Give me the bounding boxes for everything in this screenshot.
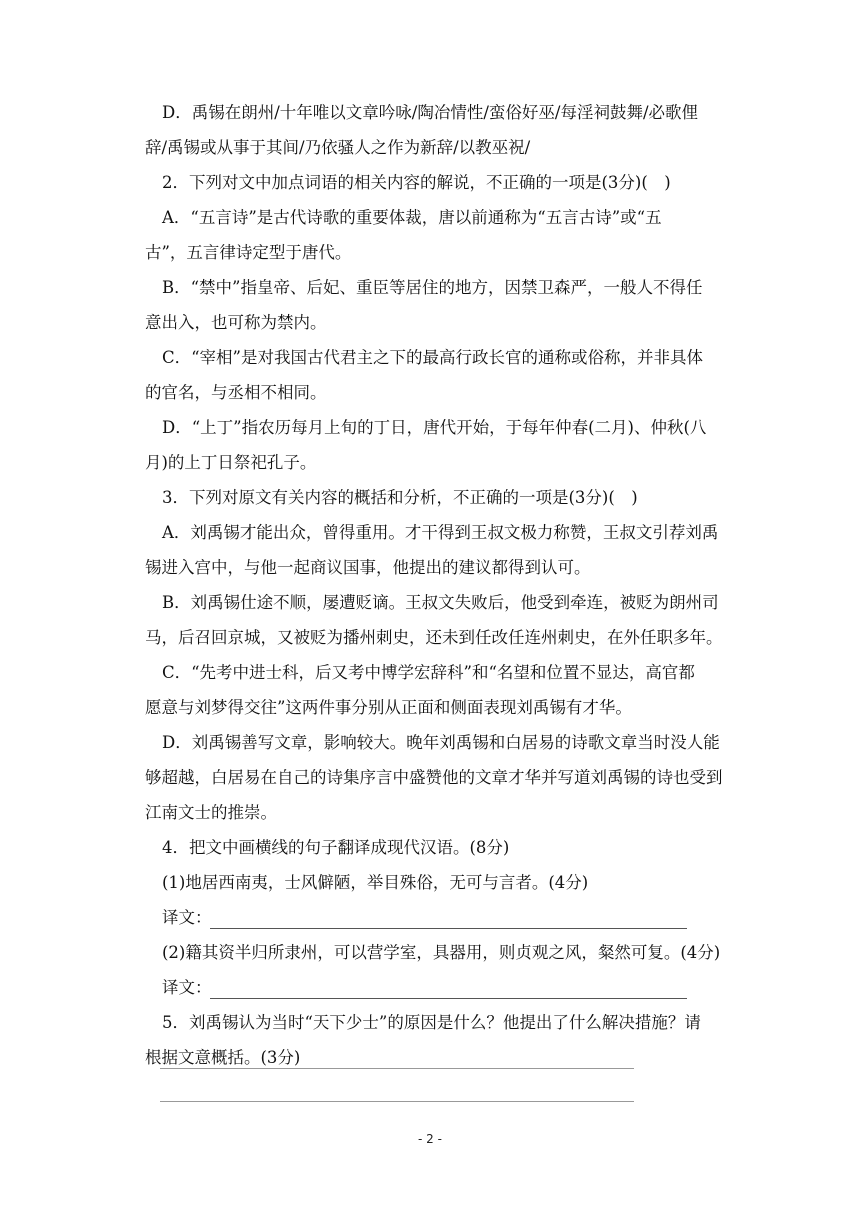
q3-option-d-line2: 够超越，白居易在自己的诗集序言中盛赞他的文章才华并写道刘禹锡的诗也受到	[145, 768, 723, 787]
q2-option-c-line2: 的官名，与丞相不相同。	[145, 383, 327, 402]
q3-option-a-line1: A．刘禹锡才能出众，曾得重用。才干得到王叔文极力称赞，王叔文引荐刘禹	[162, 523, 719, 542]
q4-sub2-answer-blank[interactable]	[210, 998, 687, 999]
q2-option-a-line1: A．“五言诗”是古代诗歌的重要体裁，唐以前通称为“五言古诗”或“五	[162, 208, 662, 227]
page-number: - 2 -	[418, 1132, 442, 1146]
q3-option-d-line3: 江南文士的推崇。	[145, 803, 277, 822]
q4-stem: 4．把文中画横线的句子翻译成现代汉语。(8分)	[162, 838, 510, 857]
q4-sub2-answer-label: 译文：	[162, 978, 212, 997]
q2-option-d-line1: D．“上丁”指农历每月上旬的丁日，唐代开始，于每年仲春(二月)、仲秋(八	[162, 418, 707, 437]
q4-sub1: (1)地居西南夷，士风僻陋，举目殊俗，无可与言者。(4分)	[162, 873, 589, 892]
q1-option-d-line1: D．禹锡在朗州/十年唯以文章吟咏/陶冶情性/蛮俗好巫/每淫祠鼓舞/必歌俚	[162, 103, 699, 122]
q2-stem: 2．下列对文中加点词语的相关内容的解说，不正确的一项是(3分)( )	[162, 173, 671, 192]
q3-option-c-line2: 愿意与刘梦得交往”这两件事分别从正面和侧面表现刘禹锡有才华。	[145, 698, 632, 717]
q3-option-b-line2: 马，后召回京城，又被贬为播州刺史，还未到任改任连州刺史，在外任职多年。	[145, 628, 723, 647]
q4-sub2: (2)籍其资半归所隶州，可以营学室，具器用，则贞观之风，粲然可复。(4分)	[162, 943, 721, 962]
q5-answer-line-1[interactable]	[160, 1068, 634, 1069]
q3-stem: 3．下列对原文有关内容的概括和分析，不正确的一项是(3分)( )	[162, 488, 638, 507]
q2-option-b-line1: B．“禁中”指皇帝、后妃、重臣等居住的地方，因禁卫森严，一般人不得任	[162, 278, 703, 297]
q3-option-d-line1: D．刘禹锡善写文章，影响较大。晚年刘禹锡和白居易的诗歌文章当时没人能	[162, 733, 720, 752]
q5-answer-line-2[interactable]	[160, 1101, 634, 1102]
q5-stem-line1: 5．刘禹锡认为当时“天下少士”的原因是什么？他提出了什么解决措施？请	[162, 1013, 701, 1032]
q3-option-b-line1: B．刘禹锡仕途不顺，屡遭贬谪。王叔文失败后，他受到牵连，被贬为朗州司	[162, 593, 719, 612]
q4-sub1-answer-blank[interactable]	[210, 928, 687, 929]
q3-option-c-line1: C．“先考中进士科，后又考中博学宏辞科”和“名望和位置不显达，高官都	[162, 663, 695, 682]
q2-option-d-line2: 月)的上丁日祭祀孔子。	[145, 453, 317, 472]
q2-option-b-line2: 意出入，也可称为禁内。	[145, 313, 327, 332]
q1-option-d-line2: 辞/禹锡或从事于其间/乃依骚人之作为新辞/以教巫祝/	[145, 138, 531, 157]
q4-sub1-answer-label: 译文：	[162, 908, 212, 927]
q5-stem-line2: 根据文意概括。(3分)	[145, 1048, 301, 1067]
q2-option-c-line1: C．“宰相”是对我国古代君主之下的最高行政长官的通称或俗称，并非具体	[162, 348, 703, 367]
q3-option-a-line2: 锡进入宫中，与他一起商议国事，他提出的建议都得到认可。	[145, 558, 591, 577]
q2-option-a-line2: 古”，五言律诗定型于唐代。	[145, 243, 352, 262]
